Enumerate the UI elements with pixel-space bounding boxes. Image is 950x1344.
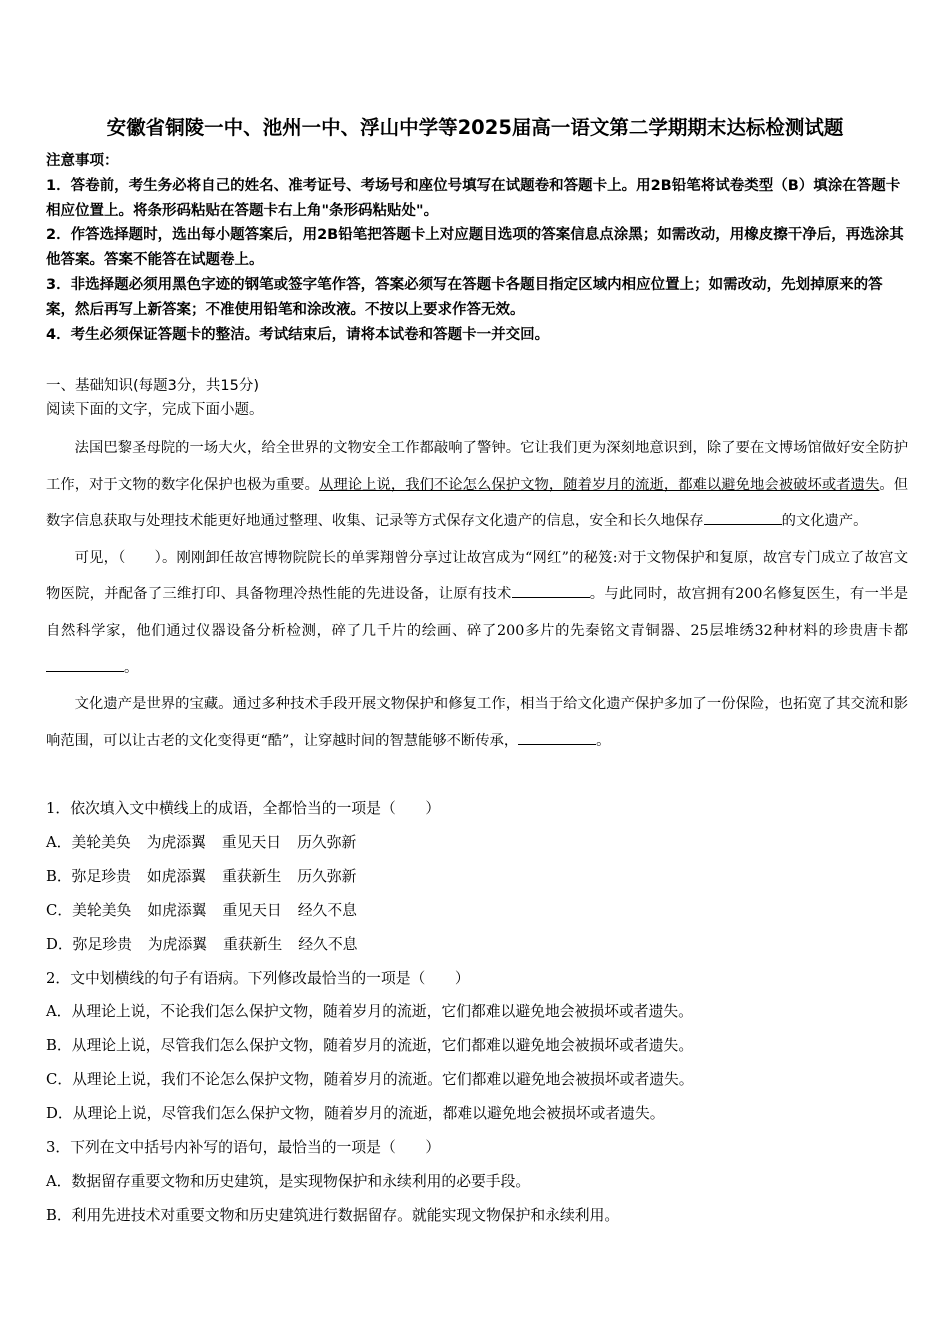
section-header [46, 374, 908, 422]
question-option [46, 928, 908, 962]
question-option [46, 860, 908, 894]
passage-text: 的文化遗产。 [781, 513, 868, 530]
question-list [46, 792, 908, 1233]
question-option: A．从理论上说，不论我们怎么保护文物，随着岁月的流逝，它们都难以避免地会被损坏或者遗失。 [46, 1003, 693, 1021]
option-word: 历久弥新 [297, 867, 357, 885]
notice-item: 3．非选择题必须用黑色字迹的钢笔或签字笔作答，答案必须写在答题卡各题目指定区域内相应位置上；如需改动，先划掉原来的答案，然后再写上新答案；不准使用铅笔和涂改液。不按以上要求作答无效。 [46, 276, 883, 318]
passage-paragraph [46, 540, 908, 686]
notice-item: 2．作答选择题时，选出每小题答案后，用2B铅笔把答题卡上对应题目选项的答案信息点涂黑；如需改动，用橡皮擦干净后，再选涂其他答案。答案不能答在试题卷上。 [46, 227, 904, 269]
question-stem: 1．依次填入文中横线上的成语，全都恰当的一项是（ ） [46, 800, 441, 817]
passage-text: 。 [596, 732, 611, 749]
option-word: 经久不息 [298, 935, 358, 953]
question-option [46, 894, 908, 928]
option-word: 为虎添翼 [147, 935, 208, 953]
option-word: 重获新生 [222, 867, 282, 885]
option-word: 弥足珍贵 [71, 867, 131, 885]
option-word: 重见天日 [222, 901, 282, 919]
option-word: 经久不息 [297, 901, 357, 919]
notice-block [46, 149, 908, 347]
option-label: B． [46, 867, 72, 885]
question-option [46, 826, 908, 860]
passage-paragraph [46, 686, 908, 759]
fill-blank [704, 510, 782, 525]
option-word: 历久弥新 [297, 833, 357, 851]
section-instruction: 阅读下面的文字，完成下面小题。 [46, 402, 264, 418]
section-heading: 一、基础知识(每题3分，共15分) [46, 378, 259, 394]
option-word: 重获新生 [223, 935, 283, 953]
passage-text: 。 [124, 659, 139, 676]
option-word: 重见天日 [221, 833, 282, 851]
fill-blank [46, 657, 124, 672]
question-option: C．从理论上说，我们不论怎么保护文物，随着岁月的流逝。它们都难以避免地会被损坏或者遗失。 [46, 1071, 694, 1089]
option-label: D． [46, 935, 73, 953]
option-word: 如虎添翼 [146, 867, 207, 885]
passage-text: 可见，（ ）。刚刚卸任故宫博物院院长的单霁翔曾分享过让故宫成为“网红”的秘笈:对于文物保护和复原，故宫专门成立了故宫文物医院，并配备了三维打印、具备物理冷热性能的先进设备，让原有技术 [46, 549, 908, 603]
passage-paragraph [46, 430, 908, 540]
option-word: 美轮美奂 [72, 901, 132, 919]
option-word: 弥足珍贵 [72, 935, 132, 953]
page-title: 安徽省铜陵一中、池州一中、浮山中学等2025届高一语文第二学期期末达标检测试题 [106, 116, 844, 139]
passage-text: 。与此同时，故宫拥有200名修复医生，有一半是自然科学家，他们通过仪器设备分析检测，碎了几千片的绘画、碎了200多片的先秦铭文青铜器、25层堆绣32种材料的珍贵唐卡都 [46, 586, 908, 639]
option-label: C． [46, 901, 73, 919]
passage-text: 。但数字信息获取与处理技术能更好地通过整理、收集、记录等方式保存文化遗产的信息，安全和长久地保存 [46, 476, 909, 530]
notice-item: 1．答卷前，考生务必将自己的姓名、准考证号、考场号和座位号填写在试题卷和答题卡上。用2B铅笔将试卷类型（B）填涂在答题卡相应位置上。将条形码粘贴在答题卡右上角"条形码粘贴处"。 [46, 177, 901, 219]
question-option: A．数据留存重要文物和历史建筑，是实现物保护和永续利用的必要手段。 [46, 1172, 531, 1190]
option-word: 为虎添翼 [146, 833, 206, 851]
question-stem: 3．下列在文中括号内补写的语句，最恰当的一项是（ ） [46, 1139, 441, 1157]
question-option: D．从理论上说，尽管我们怎么保护文物，随着岁月的流逝，都难以避免地会被损坏或者遗失。 [46, 1105, 665, 1123]
option-label: A． [46, 833, 72, 851]
passage-text: 法国巴黎圣母院的一场大火，给全世界的文物安全工作都敲响了警钟。它让我们更为深刻地意识到，除了要在文博场馆做好安全防护工作，对于文物的数字化保护也极为重要。 [46, 440, 908, 493]
passage-text: 文化遗产是世界的宝藏。通过多种技术手段开展文物保护和修复工作，相当于给文化遗产保护多加了一份保险，也拓宽了其交流和影响范围，可以让古老的文化变得更“酷”，让穿越时间的智慧能够不断传承， [46, 696, 908, 749]
reading-passage [46, 430, 908, 759]
fill-blank [512, 583, 590, 598]
notice-item: 4．考生必须保证答题卡的整洁。考试结束后，请将本试卷和答题卡一并交回。 [46, 326, 550, 343]
underlined-sentence: 从理论上说，我们不论怎么保护文物，随着岁月的流逝，都难以避免地会被破坏或者遗失 [319, 476, 880, 493]
option-word: 如虎添翼 [147, 901, 207, 919]
question-stem: 2．文中划横线的句子有语病。下列修改最恰当的一项是（ ） [46, 969, 470, 987]
question-option: B．从理论上说，尽管我们怎么保护文物，随着岁月的流逝，它们都难以避免地会被损坏或者遗失。 [46, 1037, 694, 1055]
fill-blank [518, 730, 596, 745]
notice-heading: 注意事项： [46, 153, 119, 169]
option-word: 美轮美奂 [71, 833, 131, 851]
question-option: B．利用先进技术对重要文物和历史建筑进行数据留存。就能实现文物保护和永续利用。 [46, 1206, 620, 1224]
